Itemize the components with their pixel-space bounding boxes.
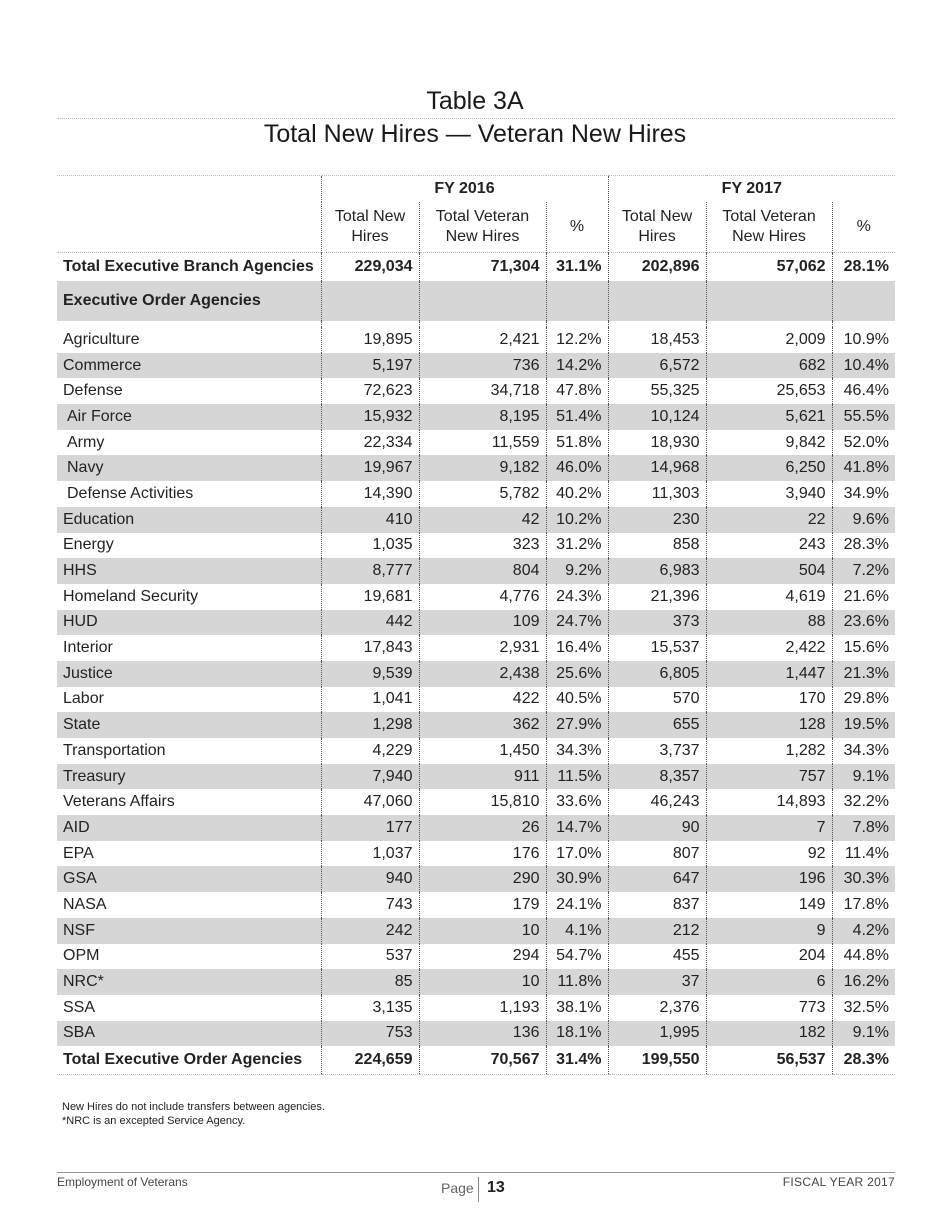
cell: 570 bbox=[608, 687, 706, 713]
row-label: Air Force bbox=[57, 404, 321, 430]
cell: 1,447 bbox=[706, 661, 832, 687]
row-label: SSA bbox=[63, 998, 96, 1016]
table-row bbox=[57, 764, 895, 790]
cell: 85 bbox=[321, 969, 419, 995]
cell: 10.2% bbox=[546, 507, 608, 533]
cell: 46.0% bbox=[546, 455, 608, 481]
cell: 6,572 bbox=[608, 353, 706, 379]
row-label: NSF bbox=[57, 918, 321, 944]
section-header-row bbox=[57, 281, 895, 321]
cell: 11,559 bbox=[419, 430, 546, 456]
table-row bbox=[57, 944, 895, 970]
cell: 323 bbox=[419, 533, 546, 559]
cell: 11.5% bbox=[546, 764, 608, 790]
table-notes bbox=[62, 1100, 325, 1128]
cell: 19,967 bbox=[321, 455, 419, 481]
cell: 25,653 bbox=[706, 378, 832, 404]
cell: 18.1% bbox=[546, 1021, 608, 1047]
cell: 18,453 bbox=[608, 327, 706, 353]
row-label: Transportation bbox=[63, 741, 166, 759]
cell: 373 bbox=[608, 610, 706, 636]
cell: 24.3% bbox=[546, 584, 608, 610]
cell: 682 bbox=[706, 353, 832, 379]
table-row bbox=[57, 507, 895, 533]
cell: 15,810 bbox=[419, 789, 546, 815]
cell: 7.2% bbox=[832, 558, 895, 584]
cell: 410 bbox=[321, 507, 419, 533]
cell: 92 bbox=[706, 841, 832, 867]
cell: 647 bbox=[608, 866, 706, 892]
cell: 743 bbox=[321, 892, 419, 918]
cell bbox=[321, 281, 419, 321]
page-number: 13 bbox=[487, 1179, 505, 1196]
cell: 24.7% bbox=[546, 610, 608, 636]
cell: 2,421 bbox=[419, 327, 546, 353]
footer-fiscal-year: FISCAL YEAR 2017 bbox=[782, 1175, 895, 1189]
cell: 2,009 bbox=[706, 327, 832, 353]
cell: 176 bbox=[419, 841, 546, 867]
table-row bbox=[57, 918, 895, 944]
cell: 1,450 bbox=[419, 738, 546, 764]
cell: 9.2% bbox=[546, 558, 608, 584]
cell: 24.1% bbox=[546, 892, 608, 918]
cell: 504 bbox=[706, 558, 832, 584]
cell: 940 bbox=[321, 866, 419, 892]
table-title: Total New Hires — Veteran New Hires bbox=[263, 120, 687, 148]
table-row bbox=[57, 430, 895, 456]
cell: 37 bbox=[608, 969, 706, 995]
cell: 52.0% bbox=[832, 430, 895, 456]
cell: 29.8% bbox=[832, 687, 895, 713]
cell: 5,782 bbox=[419, 481, 546, 507]
cell: 8,357 bbox=[608, 764, 706, 790]
table-row bbox=[57, 969, 895, 995]
table-row bbox=[57, 789, 895, 815]
cell: 4.1% bbox=[546, 918, 608, 944]
footer-divider bbox=[57, 1172, 895, 1173]
cell: 9.1% bbox=[832, 1021, 895, 1047]
cell: 6,805 bbox=[608, 661, 706, 687]
table-row bbox=[57, 533, 895, 559]
cell: 177 bbox=[321, 815, 419, 841]
cell: 32.5% bbox=[832, 995, 895, 1021]
cell: 28.1% bbox=[832, 253, 895, 282]
cell: 10.4% bbox=[832, 353, 895, 379]
cell: 71,304 bbox=[419, 253, 546, 282]
cell: 90 bbox=[608, 815, 706, 841]
cell: 18,930 bbox=[608, 430, 706, 456]
cell: 3,737 bbox=[608, 738, 706, 764]
fy2017-header: FY 2017 bbox=[608, 176, 895, 203]
cell: 46.4% bbox=[832, 378, 895, 404]
cell: 807 bbox=[608, 841, 706, 867]
cell: 54.7% bbox=[546, 944, 608, 970]
cell: 773 bbox=[706, 995, 832, 1021]
row-label: Interior bbox=[63, 639, 113, 657]
cell: 2,931 bbox=[419, 635, 546, 661]
row-label: Homeland Security bbox=[63, 587, 199, 605]
cell: 230 bbox=[608, 507, 706, 533]
cell: 6,983 bbox=[608, 558, 706, 584]
cell: 11,303 bbox=[608, 481, 706, 507]
cell: 362 bbox=[419, 712, 546, 738]
cell: 22,334 bbox=[321, 430, 419, 456]
column-header-row bbox=[57, 202, 895, 253]
cell: 46,243 bbox=[608, 789, 706, 815]
note-transfers: New Hires do not include transfers between agencies. bbox=[62, 1101, 325, 1113]
cell: 736 bbox=[419, 353, 546, 379]
cell: 294 bbox=[419, 944, 546, 970]
table-row bbox=[57, 661, 895, 687]
cell bbox=[546, 281, 608, 321]
cell: 51.8% bbox=[546, 430, 608, 456]
cell: 25.6% bbox=[546, 661, 608, 687]
row-label: HHS bbox=[57, 558, 321, 584]
row-label: State bbox=[57, 712, 321, 738]
cell: 8,195 bbox=[419, 404, 546, 430]
cell: 2,422 bbox=[706, 635, 832, 661]
cell: 243 bbox=[706, 533, 832, 559]
cell: 21,396 bbox=[608, 584, 706, 610]
cell: 26 bbox=[419, 815, 546, 841]
cell: 202,896 bbox=[608, 253, 706, 282]
table-row bbox=[57, 404, 895, 430]
cell: 72,623 bbox=[321, 378, 419, 404]
cell: 55,325 bbox=[608, 378, 706, 404]
cell: 2,438 bbox=[419, 661, 546, 687]
cell: 10.9% bbox=[832, 327, 895, 353]
cell: 11.8% bbox=[546, 969, 608, 995]
cell: 41.8% bbox=[832, 455, 895, 481]
cell: 1,035 bbox=[321, 533, 419, 559]
section-label: Executive Order Agencies bbox=[57, 281, 321, 321]
cell: 9,182 bbox=[419, 455, 546, 481]
cell: 537 bbox=[321, 944, 419, 970]
cell: 15,537 bbox=[608, 635, 706, 661]
cell: 27.9% bbox=[546, 712, 608, 738]
cell: 30.3% bbox=[832, 866, 895, 892]
cell: 170 bbox=[706, 687, 832, 713]
cell: 5,621 bbox=[706, 404, 832, 430]
row-label: Defense bbox=[63, 382, 123, 400]
cell: 31.2% bbox=[546, 533, 608, 559]
cell: 15.6% bbox=[832, 635, 895, 661]
cell: 28.3% bbox=[832, 533, 895, 559]
table-row bbox=[57, 866, 895, 892]
cell: 199,550 bbox=[608, 1046, 706, 1075]
cell: 290 bbox=[419, 866, 546, 892]
cell: 196 bbox=[706, 866, 832, 892]
cell: 4,229 bbox=[321, 738, 419, 764]
cell: 4,619 bbox=[706, 584, 832, 610]
row-label: Army bbox=[67, 433, 105, 451]
row-label: Education bbox=[57, 507, 321, 533]
cell: 57,062 bbox=[706, 253, 832, 282]
cell: 31.1% bbox=[546, 253, 608, 282]
cell: 38.1% bbox=[546, 995, 608, 1021]
cell: 55.5% bbox=[832, 404, 895, 430]
cell: 11.4% bbox=[832, 841, 895, 867]
cell: 224,659 bbox=[321, 1046, 419, 1075]
cell: 17.0% bbox=[546, 841, 608, 867]
cell: 88 bbox=[706, 610, 832, 636]
cell: 47.8% bbox=[546, 378, 608, 404]
cell: 7 bbox=[706, 815, 832, 841]
cell: 128 bbox=[706, 712, 832, 738]
footer-page-label: Page bbox=[441, 1180, 474, 1196]
cell: 17.8% bbox=[832, 892, 895, 918]
cell: 204 bbox=[706, 944, 832, 970]
cell: 34.9% bbox=[832, 481, 895, 507]
table-row bbox=[57, 738, 895, 764]
table-row bbox=[57, 353, 895, 379]
cell: 17,843 bbox=[321, 635, 419, 661]
total-new-hires-2016-header: Total New Hires bbox=[321, 202, 419, 253]
cell: 455 bbox=[608, 944, 706, 970]
cell: 16.4% bbox=[546, 635, 608, 661]
cell: 31.4% bbox=[546, 1046, 608, 1075]
row-label: Agriculture bbox=[63, 330, 140, 348]
cell: 136 bbox=[419, 1021, 546, 1047]
cell: 14,390 bbox=[321, 481, 419, 507]
table-row bbox=[57, 558, 895, 584]
cell: 1,298 bbox=[321, 712, 419, 738]
cell: 858 bbox=[608, 533, 706, 559]
cell: 14,893 bbox=[706, 789, 832, 815]
cell: 179 bbox=[419, 892, 546, 918]
row-label: Defense Activities bbox=[67, 484, 194, 502]
cell: 911 bbox=[419, 764, 546, 790]
cell: 42 bbox=[419, 507, 546, 533]
percent-2017-header: % bbox=[832, 202, 895, 253]
fiscal-year-header-row bbox=[57, 176, 895, 203]
table-row bbox=[57, 481, 895, 507]
cell: 12.2% bbox=[546, 327, 608, 353]
cell: 14,968 bbox=[608, 455, 706, 481]
cell: 837 bbox=[608, 892, 706, 918]
table-row bbox=[57, 327, 895, 353]
cell: 9,539 bbox=[321, 661, 419, 687]
table-row bbox=[57, 378, 895, 404]
table-row bbox=[57, 892, 895, 918]
row-label: EPA bbox=[63, 844, 94, 862]
cell: 51.4% bbox=[546, 404, 608, 430]
cell: 15,932 bbox=[321, 404, 419, 430]
cell: 109 bbox=[419, 610, 546, 636]
cell: 34.3% bbox=[832, 738, 895, 764]
cell: 804 bbox=[419, 558, 546, 584]
cell: 19,681 bbox=[321, 584, 419, 610]
row-label: Veterans Affairs bbox=[63, 793, 175, 811]
table-row bbox=[57, 687, 895, 713]
cell: 3,940 bbox=[706, 481, 832, 507]
cell: 8,777 bbox=[321, 558, 419, 584]
cell: 56,537 bbox=[706, 1046, 832, 1075]
cell: 149 bbox=[706, 892, 832, 918]
cell: 14.7% bbox=[546, 815, 608, 841]
total-executive-order-row bbox=[57, 1046, 895, 1075]
cell: 6 bbox=[706, 969, 832, 995]
table-row bbox=[57, 455, 895, 481]
veteran-hires-table bbox=[57, 175, 895, 1075]
table-row bbox=[57, 1021, 895, 1047]
cell: 757 bbox=[706, 764, 832, 790]
cell: 10 bbox=[419, 969, 546, 995]
table-row bbox=[57, 995, 895, 1021]
table-number: Table 3A bbox=[426, 87, 524, 115]
cell: 7.8% bbox=[832, 815, 895, 841]
row-label: OPM bbox=[63, 947, 100, 965]
cell: 1,193 bbox=[419, 995, 546, 1021]
cell: 40.2% bbox=[546, 481, 608, 507]
cell: 16.2% bbox=[832, 969, 895, 995]
table-row bbox=[57, 841, 895, 867]
row-label: Navy bbox=[57, 455, 321, 481]
header-blank bbox=[57, 176, 321, 203]
header-blank bbox=[57, 202, 321, 253]
row-label: Treasury bbox=[57, 764, 321, 790]
row-label: Labor bbox=[63, 690, 104, 708]
cell: 442 bbox=[321, 610, 419, 636]
table-row bbox=[57, 610, 895, 636]
cell: 7,940 bbox=[321, 764, 419, 790]
cell: 753 bbox=[321, 1021, 419, 1047]
cell: 1,995 bbox=[608, 1021, 706, 1047]
total-new-hires-2017-header: Total New Hires bbox=[608, 202, 706, 253]
cell bbox=[608, 281, 706, 321]
cell: 3,135 bbox=[321, 995, 419, 1021]
cell: 9,842 bbox=[706, 430, 832, 456]
cell: 21.3% bbox=[832, 661, 895, 687]
cell: 212 bbox=[608, 918, 706, 944]
cell: 9.6% bbox=[832, 507, 895, 533]
cell: 44.8% bbox=[832, 944, 895, 970]
cell: 19.5% bbox=[832, 712, 895, 738]
total-executive-branch-row bbox=[57, 253, 895, 282]
cell bbox=[419, 281, 546, 321]
cell: 34,718 bbox=[419, 378, 546, 404]
row-label: Justice bbox=[57, 661, 321, 687]
table-row bbox=[57, 584, 895, 610]
cell: 10 bbox=[419, 918, 546, 944]
row-label: SBA bbox=[57, 1021, 321, 1047]
row-label: GSA bbox=[57, 866, 321, 892]
cell: 2,376 bbox=[608, 995, 706, 1021]
cell: 4.2% bbox=[832, 918, 895, 944]
fy2016-header: FY 2016 bbox=[321, 176, 608, 203]
cell: 1,037 bbox=[321, 841, 419, 867]
cell bbox=[832, 281, 895, 321]
row-label: HUD bbox=[57, 610, 321, 636]
cell: 229,034 bbox=[321, 253, 419, 282]
cell: 23.6% bbox=[832, 610, 895, 636]
table-row bbox=[57, 712, 895, 738]
cell: 47,060 bbox=[321, 789, 419, 815]
cell: 22 bbox=[706, 507, 832, 533]
cell: 5,197 bbox=[321, 353, 419, 379]
row-label: NRC* bbox=[57, 969, 321, 995]
footer-document-title: Employment of Veterans bbox=[57, 1175, 188, 1189]
table-row bbox=[57, 815, 895, 841]
cell: 34.3% bbox=[546, 738, 608, 764]
total-veteran-hires-2017-header: Total Veteran New Hires bbox=[706, 202, 832, 253]
cell: 242 bbox=[321, 918, 419, 944]
cell: 182 bbox=[706, 1021, 832, 1047]
cell: 14.2% bbox=[546, 353, 608, 379]
cell: 33.6% bbox=[546, 789, 608, 815]
cell: 6,250 bbox=[706, 455, 832, 481]
cell: 9.1% bbox=[832, 764, 895, 790]
total-veteran-hires-2016-header: Total Veteran New Hires bbox=[419, 202, 546, 253]
cell: 10,124 bbox=[608, 404, 706, 430]
row-label: Commerce bbox=[57, 353, 321, 379]
title-divider bbox=[57, 118, 895, 119]
percent-2016-header: % bbox=[546, 202, 608, 253]
cell: 9 bbox=[706, 918, 832, 944]
row-label: Total Executive Order Agencies bbox=[57, 1046, 321, 1075]
row-label: Total Executive Branch Agencies bbox=[57, 253, 321, 282]
note-nrc: *NRC is an excepted Service Agency. bbox=[62, 1115, 246, 1127]
cell: 1,041 bbox=[321, 687, 419, 713]
cell: 422 bbox=[419, 687, 546, 713]
cell: 28.3% bbox=[832, 1046, 895, 1075]
row-label: NASA bbox=[63, 895, 107, 913]
cell: 655 bbox=[608, 712, 706, 738]
row-label: Energy bbox=[63, 536, 114, 554]
cell: 1,282 bbox=[706, 738, 832, 764]
cell bbox=[706, 281, 832, 321]
cell: 70,567 bbox=[419, 1046, 546, 1075]
cell: 30.9% bbox=[546, 866, 608, 892]
cell: 32.2% bbox=[832, 789, 895, 815]
table-row bbox=[57, 635, 895, 661]
cell: 4,776 bbox=[419, 584, 546, 610]
footer-separator bbox=[478, 1177, 479, 1202]
row-label: AID bbox=[57, 815, 321, 841]
cell: 40.5% bbox=[546, 687, 608, 713]
cell: 19,895 bbox=[321, 327, 419, 353]
cell: 21.6% bbox=[832, 584, 895, 610]
